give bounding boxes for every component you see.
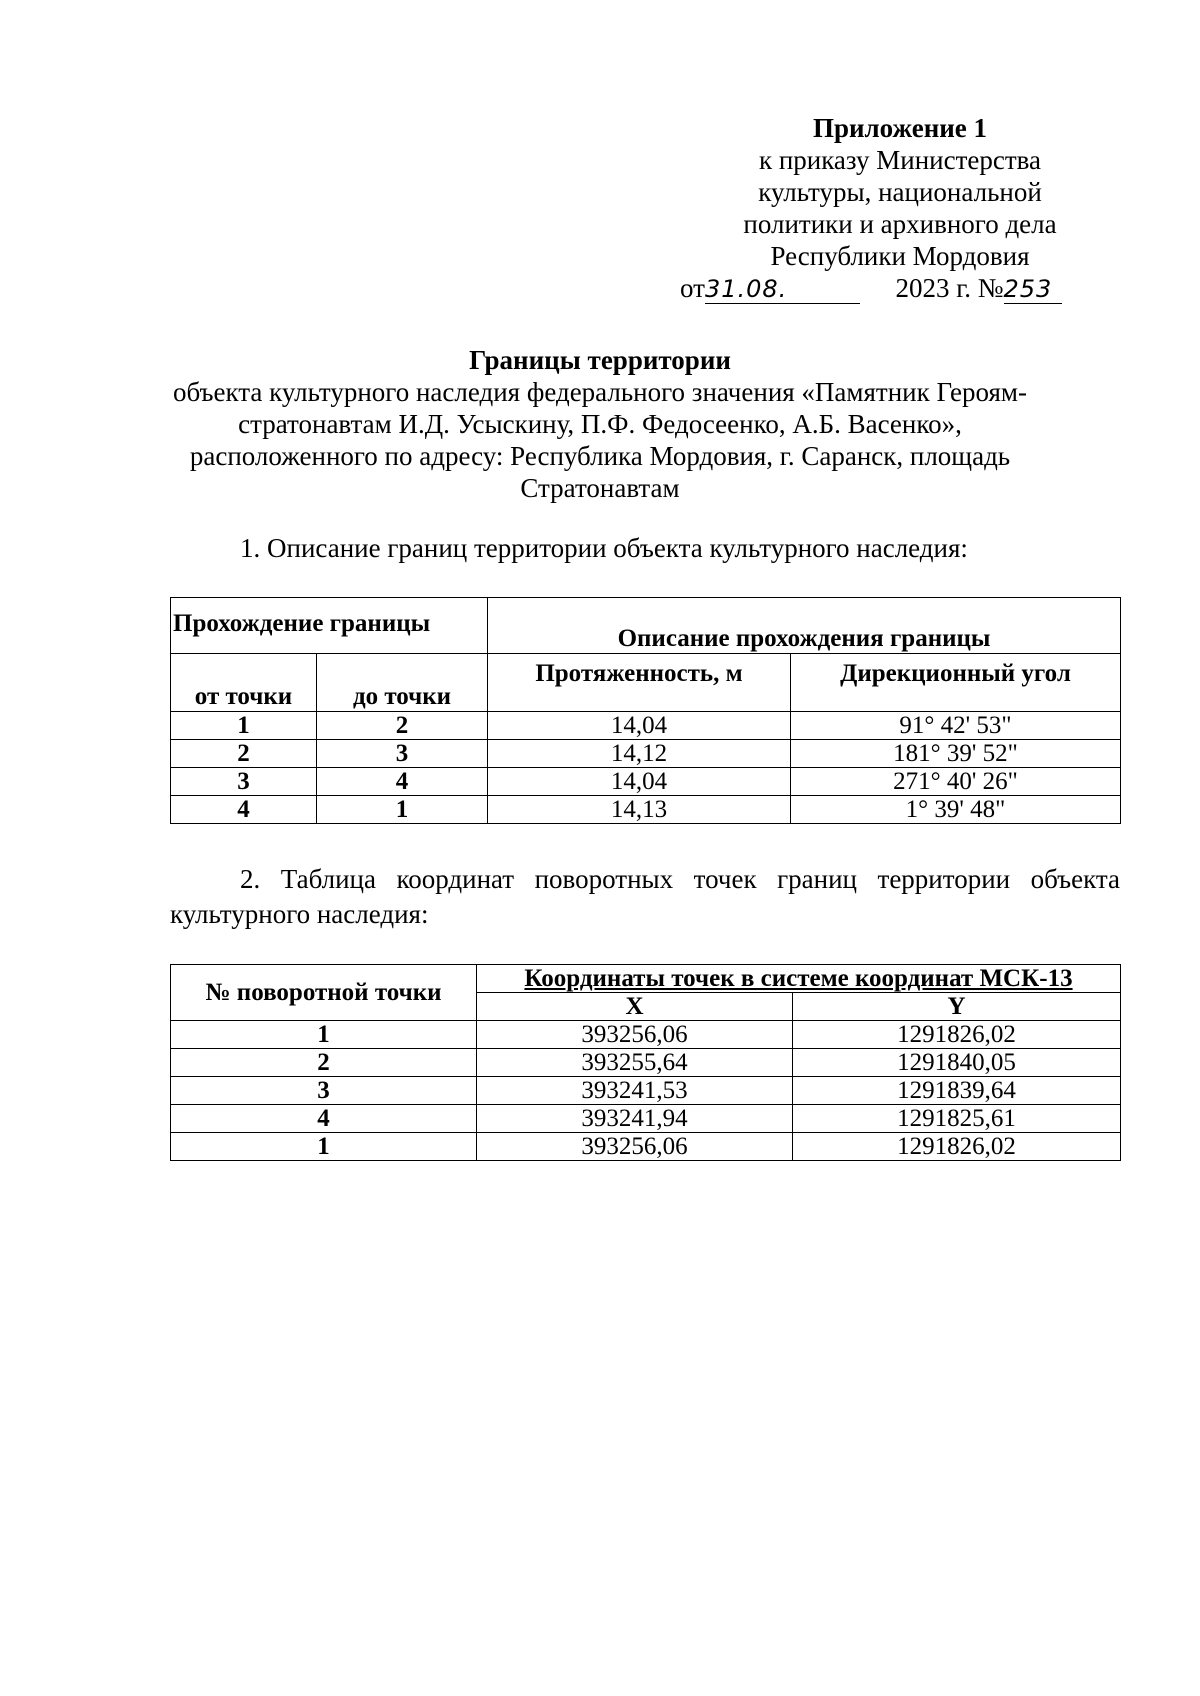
heading-line: стратонавтам И.Д. Усыскину, П.Ф. Федосеенко, А.Б. Васенко», [238,409,962,439]
cell-from: 4 [171,796,317,824]
cell-length: 14,04 [488,768,791,796]
header-angle: Дирекционный угол [791,654,1121,712]
date-blank [705,274,860,304]
cell-angle: 1° 39' 48" [791,796,1121,824]
cell-x: 393255,64 [477,1049,793,1077]
cell-to: 1 [317,796,488,824]
header-to-point: до точки [317,654,488,712]
table-row [171,796,1121,824]
heading-line: расположенного по адресу: Республика Мордовия, г. Саранск, площадь [189,441,1011,471]
heading-line: Стратонавтам [520,473,680,503]
header-x: X [477,993,793,1021]
header-length: Протяженность, м [488,654,791,712]
table-row [171,1021,1121,1049]
number-blank [1004,274,1062,304]
header-coordinates: Координаты точек в системе координат МСК-13 [477,965,1121,993]
header-from-point: от точки [171,654,317,712]
cell-y: 1291826,02 [793,1021,1121,1049]
header-y: Y [793,993,1121,1021]
appendix-title: Приложение 1 [812,113,988,143]
cell-to: 2 [317,712,488,740]
section-1-title: 1. Описание границ территории объекта культурного наследия: [240,533,968,563]
header-point-number: № поворотной точки [171,965,477,1021]
cell-y: 1291840,05 [793,1049,1121,1077]
appendix-line: к приказу Министерства [758,145,1042,175]
cell-length: 14,12 [488,740,791,768]
cell-x: 393241,53 [477,1077,793,1105]
date-prefix: от [680,273,705,303]
cell-from: 2 [171,740,317,768]
cell-angle: 91° 42' 53" [791,712,1121,740]
handwritten-number: 253 [1003,275,1053,303]
header-boundary-description: Описание прохождения границы [488,598,1121,654]
cell-to: 3 [317,740,488,768]
table-row [171,1133,1121,1161]
cell-y: 1291826,02 [793,1133,1121,1161]
cell-point: 1 [171,1133,477,1161]
appendix-line: культуры, национальной [758,177,1042,207]
appendix-line: политики и архивного дела [743,209,1057,239]
cell-y: 1291825,61 [793,1105,1121,1133]
cell-to: 4 [317,768,488,796]
cell-from: 3 [171,768,317,796]
order-year: 2023 г. № [895,273,1004,303]
coordinates-table [170,964,1121,1161]
cell-length: 14,04 [488,712,791,740]
table-row [171,1105,1121,1133]
cell-point: 1 [171,1021,477,1049]
cell-angle: 181° 39' 52" [791,740,1121,768]
cell-point: 4 [171,1105,477,1133]
table-row [171,712,1121,740]
heading-title: Границы территории [469,345,731,375]
cell-y: 1291839,64 [793,1077,1121,1105]
cell-x: 393256,06 [477,1021,793,1049]
section-2-title [170,862,1120,932]
appendix-line: Республики Мордовия [770,241,1030,271]
section-2-title-line: культурного наследия: [170,899,429,929]
cell-angle: 271° 40' 26" [791,768,1121,796]
cell-length: 14,13 [488,796,791,824]
order-date-line [680,272,1120,304]
cell-x: 393241,94 [477,1105,793,1133]
table-row [171,768,1121,796]
heading-line: объекта культурного наследия федерального значения «Памятник Героям- [172,377,1028,407]
cell-point: 3 [171,1077,477,1105]
handwritten-date: 31.08. [704,275,788,303]
header-boundary-passage: Прохождение границы [171,598,488,654]
boundary-description-table [170,597,1121,824]
table-row [171,1077,1121,1105]
table-row [171,1049,1121,1077]
cell-point: 2 [171,1049,477,1077]
cell-from: 1 [171,712,317,740]
document-heading [160,344,1040,504]
cell-x: 393256,06 [477,1133,793,1161]
appendix-header [680,112,1100,303]
table-row [171,740,1121,768]
section-2-title-line: 2. Таблица координат поворотных точек границ территории объекта [240,864,1120,894]
